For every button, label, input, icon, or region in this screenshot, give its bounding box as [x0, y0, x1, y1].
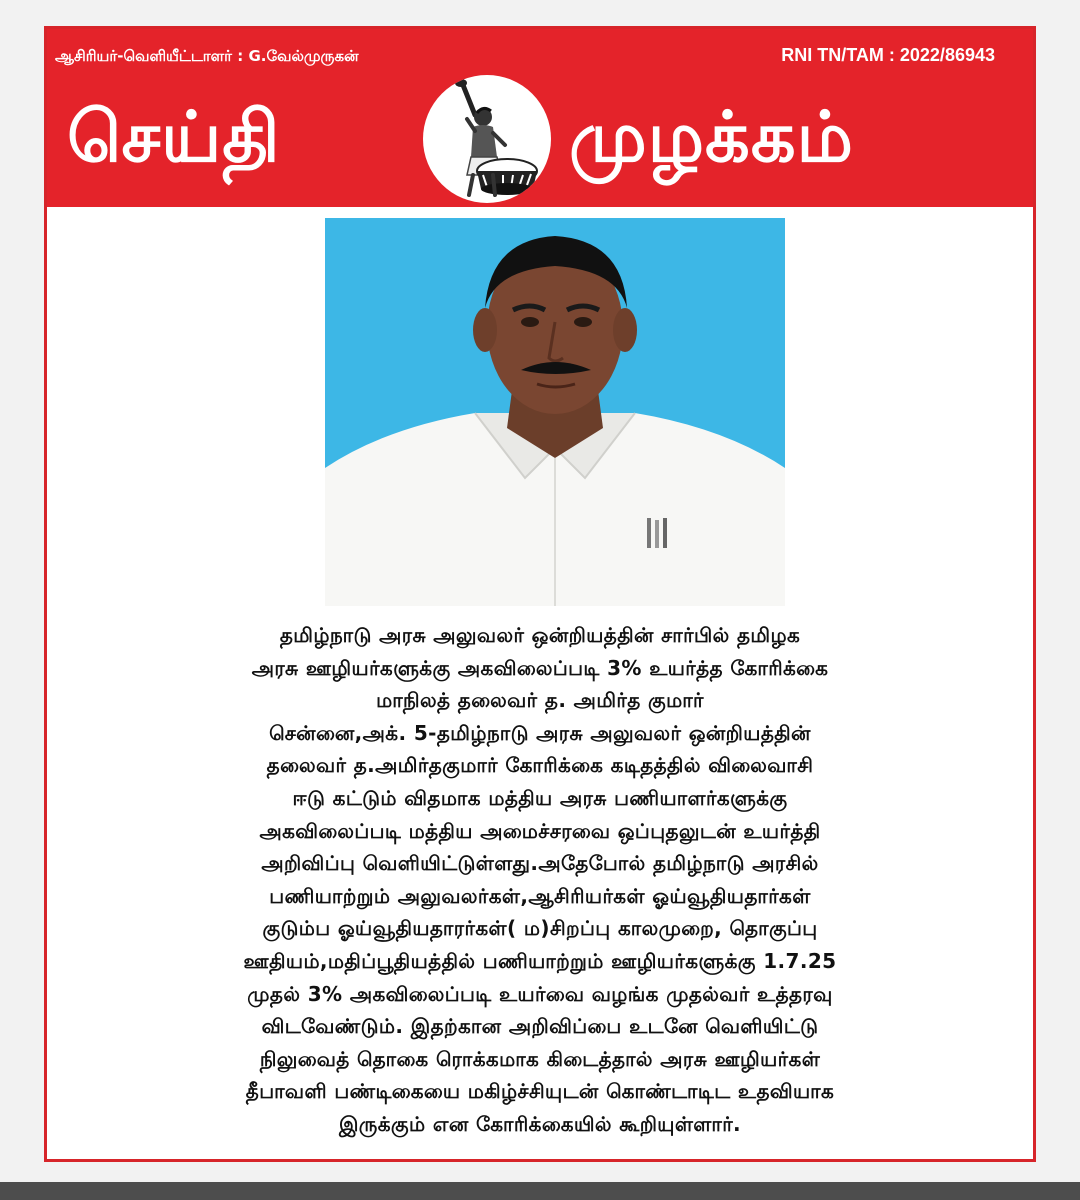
bottom-bar: [0, 1182, 1080, 1200]
article-line: நிலுவைத் தொகை ரொக்கமாக கிடைத்தால் அரசு ஊழியர்கள்: [259, 1046, 821, 1071]
article-line: விடவேண்டும். இதற்கான அறிவிப்பை உடனே வெளியிட்டு: [261, 1014, 819, 1039]
article-text: [53, 619, 1027, 1141]
article-line: குடும்ப ஓய்வூதியதாரர்கள்( ம)சிறப்பு காலமுறை, தொகுப்பு: [262, 916, 818, 941]
article-line: மாநிலத் தலைவர் த. அமிர்த குமார்: [376, 688, 704, 713]
article-line: அகவிலைப்படி மத்திய அமைச்சரவை ஒப்புதலுடன் உயர்த்தி: [259, 818, 821, 843]
editor-publisher-line: ஆசிரியர்-வெளியீட்டாளர் : G.வேல்முருகன்: [55, 47, 359, 65]
article-line: இருக்கும் என கோரிக்கையில் கூறியுள்ளார்.: [338, 1111, 742, 1136]
article-line: அறிவிப்பு வெளியிட்டுள்ளது.அதேபோல் தமிழ்நாடு அரசில்: [261, 851, 819, 876]
article-line: ஊதியம்,மதிப்பூதியத்தில் பணியாற்றும் ஊழியர்களுக்கு 1.7.25: [243, 948, 837, 973]
article-line: தமிழ்நாடு அரசு அலுவலர் ஒன்றியத்தின் சார்பில் தமிழக: [279, 623, 801, 647]
article-line: தீபாவளி பண்டிகையை மகிழ்ச்சியுடன் கொண்டாடிட உதவியாக: [245, 1079, 835, 1104]
article-line: தலைவர் த.அமிர்தகுமார் கோரிக்கை கடிதத்தில் விலைவாசி: [266, 753, 814, 778]
rni-number: RNI TN/TAM : 2022/86943: [781, 45, 995, 65]
masthead: [47, 29, 1033, 207]
masthead-title-left: செய்தி: [67, 96, 281, 178]
masthead-title-right: முழக்கம்: [569, 96, 854, 178]
article-line: பணியாற்றும் அலுவலர்கள்,ஆசிரியர்கள் ஓய்வூதியதார்கள்: [269, 883, 811, 908]
article-line: சென்னை,அக். 5-தமிழ்நாடு அரசு அலுவலர் ஒன்றியத்தின்: [269, 720, 811, 745]
portrait-photo: [325, 218, 785, 606]
article-line: அரசு ஊழியர்களுக்கு அகவிலைப்படி 3% உயர்த்த கோரிக்கை: [251, 655, 829, 680]
article-line: முதல் 3% அகவிலைப்படி உயர்வை வழங்க முதல்வர் உத்தரவு: [247, 981, 833, 1006]
drummer-logo-icon: [423, 75, 551, 203]
article-body: [47, 207, 1033, 1159]
news-clipping: [44, 26, 1036, 1162]
article-line: ஈடு கட்டும் விதமாக மத்திய அரசு பணியாளர்களுக்கு: [292, 785, 788, 810]
